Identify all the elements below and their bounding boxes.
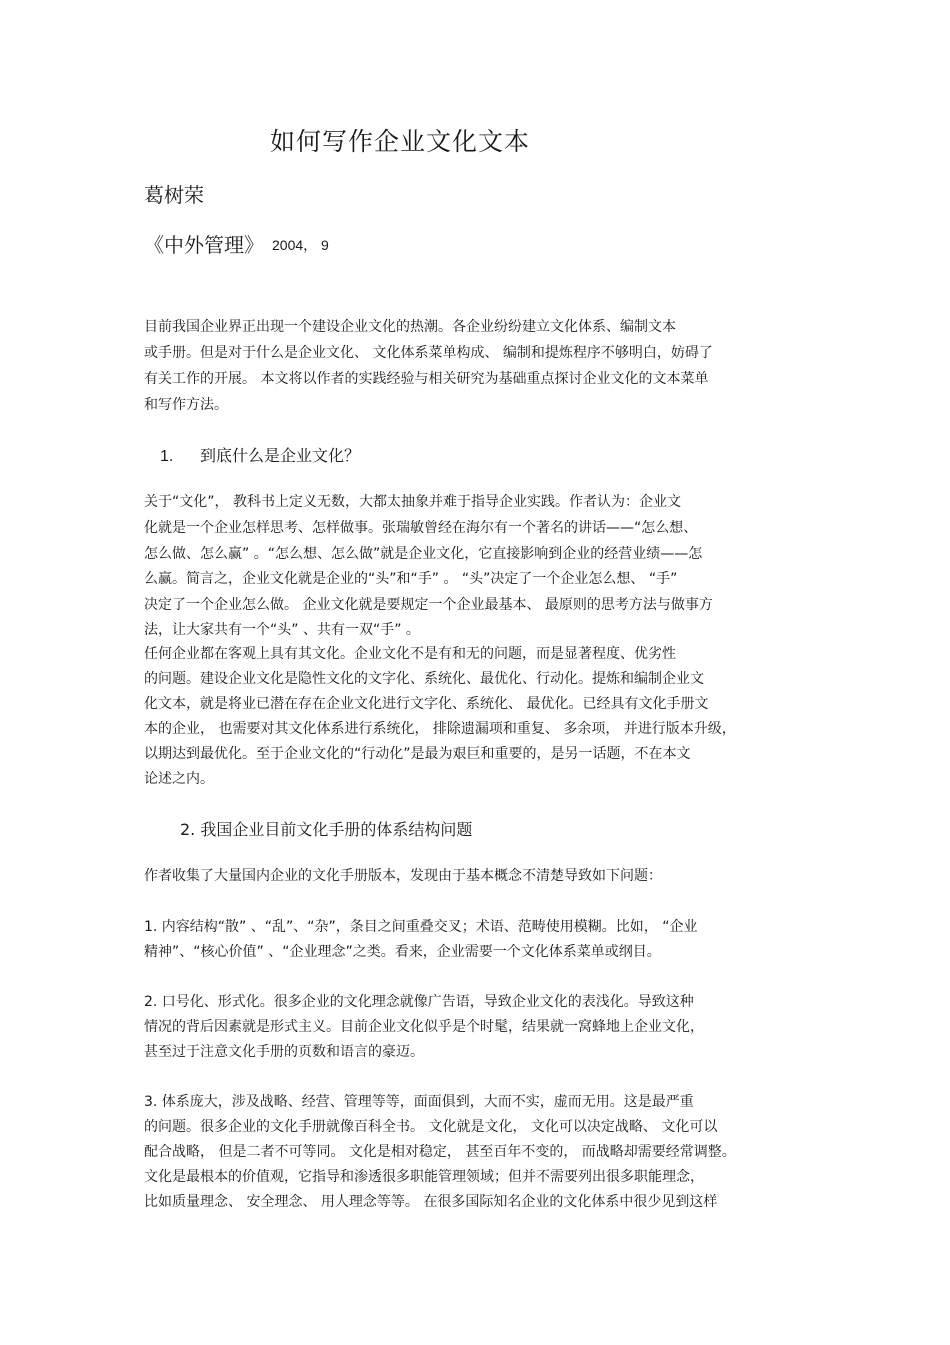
section-1-number: 1.: [160, 448, 174, 465]
section-2-intro: 作者收集了大量国内企业的文化手册版本，发现由于基本概念不清楚导致如下问题：: [144, 868, 662, 884]
section-1-line: 以期达到最优化。至于企业文化的“行动化”是最为艰巨和重要的，是另一话题，不在本文: [144, 746, 691, 762]
problem-3-line: 文化是最根本的价值观，它指导和渗透很多职能管理领域；但并不需要列出很多职能理念，: [144, 1169, 704, 1185]
section-1-line: 的问题。建设企业文化是隐性文化的文字化、系统化、最优化、行动化。提炼和编制企业文: [144, 671, 704, 687]
section-1-line: 关于“文化”， 教科书上定义无数，大都太抽象并难于指导企业实践。作者认为：企业文: [144, 494, 681, 510]
section-1-line: 本的企业， 也需要对其文化体系进行系统化， 排除遗漏项和重复、 多余项， 并进行版本升级，: [144, 721, 736, 737]
intro-line: 有关工作的开展。 本文将以作者的实践经验与相关研究为基础重点探讨企业文化的文本菜单: [144, 371, 709, 387]
journal-name: 《中外管理》: [144, 233, 264, 257]
section-1-line: 法，让大家共有一个“头” 、共有一双“手” 。: [144, 622, 420, 638]
section-1-line: 么赢。简言之，企业文化就是企业的“头”和“手” 。 “头”决定了一个企业怎么想、 “手”: [144, 571, 678, 587]
problem-1-line: 1. 内容结构“散” 、“乱”、“杂”，条目之间重叠交叉；术语、范畴使用模糊。比如， “企业: [144, 919, 698, 935]
problem-3-line: 3. 体系庞大，涉及战略、经营、管理等等，面面俱到，大而不实，虚而无用。这是最严重: [144, 1094, 694, 1110]
section-1-line: 决定了一个企业怎么做。 企业文化就是要规定一个企业最基本、 最原则的思考方法与做事方: [144, 597, 713, 613]
section-1-title: 到底什么是企业文化？: [200, 446, 361, 465]
section-1-line: 怎么做、怎么赢” 。“怎么想、怎么做”就是企业文化，它直接影响到企业的经营业绩——怎: [144, 546, 703, 562]
problem-3-line: 配合战略， 但是二者不可等同。 文化是相对稳定， 甚至百年不变的， 而战略却需要经常调整。: [144, 1144, 736, 1160]
problem-2-line: 甚至过于注意文化手册的页数和语言的豪迈。: [144, 1044, 424, 1060]
section-1-line: 化就是一个企业怎样思考、怎样做事。张瑞敏曾经在海尔有一个著名的讲话——“怎么想、: [144, 520, 698, 536]
section-1-line: 化文本，就是将业已潜在存在企业文化进行文字化、系统化、 最优化。已经具有文化手册文: [144, 696, 709, 712]
problem-3-line: 比如质量理念、 安全理念、 用人理念等等。 在很多国际知名企业的文化体系中很少见到这样: [144, 1194, 718, 1210]
problem-2-line: 情况的背后因素就是形式主义。目前企业文化似乎是个时髦，结果就一窝蜂地上企业文化，: [144, 1019, 704, 1035]
document-title: 如何写作企业文化文本: [270, 127, 531, 156]
section-1-line: 论述之内。: [144, 771, 214, 787]
section-1-heading: [160, 443, 360, 466]
intro-line: 目前我国企业界正出现一个建设企业文化的热潮。各企业纷纷建立文化体系、编制文本: [144, 319, 676, 335]
section-1-line: 任何企业都在客观上具有其文化。企业文化不是有和无的问题，而是显著程度、优劣性: [144, 646, 676, 662]
problem-1-line: 精神”、“核心价值” 、“企业理念”之类。看来，企业需要一个文化体系菜单或纲目。: [144, 944, 661, 960]
source-citation: [144, 229, 329, 258]
publication-date: 2004， 9: [272, 237, 329, 253]
intro-line: 和写作方法。: [144, 397, 228, 413]
intro-line: 或手册。但是对于什么是企业文化、 文化体系菜单构成、 编制和提炼程序不够明白，妨碍了: [144, 345, 713, 361]
problem-3-line: 的问题。很多企业的文化手册就像百科全书。 文化就是文化， 文化可以决定战略、 文化可以: [144, 1119, 718, 1135]
section-2-heading: 2. 我国企业目前文化手册的体系结构问题: [180, 820, 473, 839]
problem-2-line: 2. 口号化、形式化。很多企业的文化理念就像广告语，导致企业文化的表浅化。导致这种: [144, 994, 694, 1010]
author-name: 葛树荣: [144, 183, 204, 207]
